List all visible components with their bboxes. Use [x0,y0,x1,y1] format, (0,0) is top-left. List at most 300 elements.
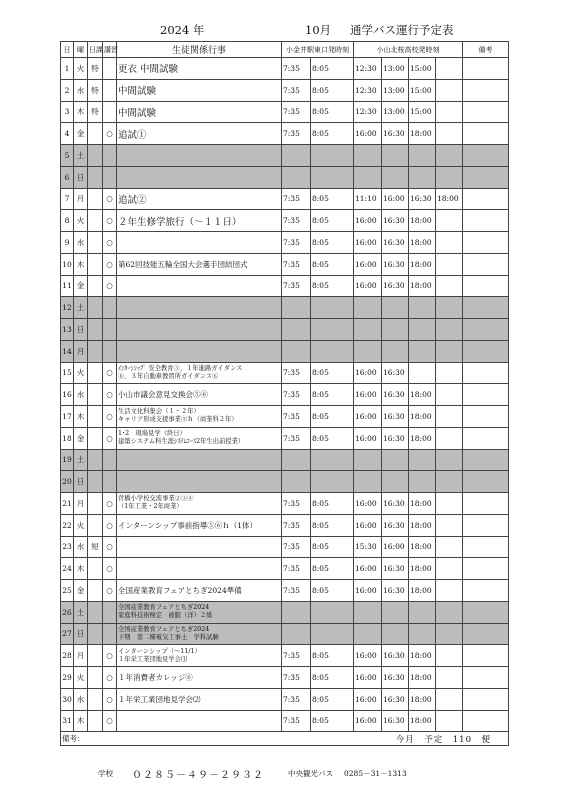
event-cell: 追試① [117,123,282,145]
station-time-2: 8:05 [311,210,354,232]
station-time-2 [311,297,354,319]
class-cell [103,58,117,80]
school-time-3: 18:00 [409,514,436,536]
remarks-cell [463,145,509,167]
station-time-2: 8:05 [311,275,354,297]
school-time-2: 16:30 [382,232,409,254]
schedule-cell [88,645,103,667]
event-cell: インターンシップ事前指導⑤⑥ｈ（1体） [117,514,282,536]
day-cell: 26 [61,601,74,623]
school-time-4 [436,319,463,341]
class-cell: ○ [103,123,117,145]
day-cell: 24 [61,558,74,580]
class-cell: ○ [103,253,117,275]
class-cell: ○ [103,210,117,232]
schedule-cell [88,275,103,297]
school-time-4 [436,514,463,536]
class-cell: ○ [103,514,117,536]
day-cell: 3 [61,101,74,123]
event-cell [117,232,282,254]
station-time-2: 8:05 [311,645,354,667]
day-cell: 28 [61,645,74,667]
class-cell: ○ [103,536,117,558]
school-time-2: 16:30 [382,253,409,275]
station-time-1: 7:35 [282,710,311,732]
class-cell: ○ [103,710,117,732]
station-time-1: 7:35 [282,645,311,667]
event-line-2: （1年工業・2年商業） [118,503,183,511]
school-time-4 [436,406,463,428]
bus-company-label: 中央観光バス [288,769,333,778]
event-cell [117,297,282,319]
day-cell: 31 [61,710,74,732]
school-time-3: 16:30 [409,188,436,210]
weekday-cell: 火 [74,210,88,232]
schedule-cell [88,514,103,536]
schedule-cell [88,297,103,319]
table-row [61,297,509,319]
station-time-2 [311,166,354,188]
school-time-2 [382,297,409,319]
station-time-1: 7:35 [282,210,311,232]
class-cell [103,471,117,493]
school-time-3: 18:00 [409,580,436,602]
station-time-2: 8:05 [311,384,354,406]
notes-label: 備考： [62,733,85,743]
weekday-cell: 日 [74,319,88,341]
school-time-3: 15:00 [409,79,436,101]
school-time-2: 16:30 [382,406,409,428]
table-row [61,101,509,123]
weekday-cell: 水 [74,79,88,101]
table-header-row [61,42,509,58]
class-cell [103,601,117,623]
school-time-3 [409,601,436,623]
class-cell [103,623,117,645]
station-time-1: 7:35 [282,580,311,602]
school-time-1: 16:00 [354,210,382,232]
weekday-cell: 水 [74,232,88,254]
school-time-2: 13:00 [382,58,409,80]
station-time-1 [282,601,311,623]
school-time-4 [436,623,463,645]
station-time-1: 7:35 [282,536,311,558]
remarks-cell [463,558,509,580]
event-cell [117,406,282,428]
station-time-2: 8:05 [311,58,354,80]
weekday-cell: 火 [74,667,88,689]
weekday-cell: 木 [74,558,88,580]
class-cell: ○ [103,688,117,710]
school-time-4 [436,210,463,232]
schedule-cell [88,601,103,623]
school-time-2: 16:30 [382,645,409,667]
school-time-1: 12:30 [354,79,382,101]
station-time-2: 8:05 [311,362,354,384]
schedule-cell: 短 [88,536,103,558]
event-cell [117,275,282,297]
station-time-1: 7:35 [282,427,311,449]
schedule-cell [88,558,103,580]
day-cell: 20 [61,471,74,493]
school-time-2 [382,166,409,188]
remarks-cell [463,232,509,254]
school-time-3: 18:00 [409,427,436,449]
school-time-1: 16:00 [354,232,382,254]
station-time-2 [311,340,354,362]
remarks-cell [463,406,509,428]
station-time-2 [311,449,354,471]
event-cell: ２年生修学旅行（～１１日） [117,210,282,232]
school-time-1 [354,297,382,319]
notes-cell [61,732,509,746]
school-time-2: 16:30 [382,558,409,580]
event-cell [117,710,282,732]
school-time-1 [354,471,382,493]
event-line-1: インターンシップ（～11/1） [118,647,201,655]
schedule-cell [88,427,103,449]
weekday-cell: 月 [74,645,88,667]
event-line-2: １年栄工業団地見学会⑴ [118,655,188,663]
school-time-4 [436,253,463,275]
school-time-3: 18:00 [409,384,436,406]
day-cell: 14 [61,340,74,362]
event-line-2: 下期 第二種電気工事士 学科試験 [118,633,219,641]
school-time-2: 16:30 [382,667,409,689]
school-time-1 [354,340,382,362]
school-time-3: 18:00 [409,123,436,145]
school-time-2: 16:30 [382,384,409,406]
schedule-cell [88,232,103,254]
school-time-1: 16:00 [354,514,382,536]
school-time-2 [382,623,409,645]
school-time-4 [436,340,463,362]
event-line-2: キャリア形成支援事業⑤ｈ（商業科２年） [118,416,238,424]
schedule-table [60,41,509,746]
schedule-cell [88,406,103,428]
school-time-2 [382,601,409,623]
class-cell [103,297,117,319]
event-line-1: 生活文化科集会（１・２年） [118,408,200,416]
day-cell: 11 [61,275,74,297]
day-cell: 9 [61,232,74,254]
event-cell [117,471,282,493]
school-time-4 [436,601,463,623]
school-time-4 [436,232,463,254]
station-time-2: 8:05 [311,558,354,580]
schedule-cell [88,449,103,471]
school-time-2 [382,340,409,362]
station-time-1: 7:35 [282,101,311,123]
document-footer [0,768,566,782]
school-time-4 [436,667,463,689]
schedule-cell [88,493,103,515]
school-time-2: 16:30 [382,493,409,515]
month-label: 10月 [305,23,332,37]
school-time-3: 18:00 [409,253,436,275]
weekday-cell: 月 [74,188,88,210]
station-time-1 [282,340,311,362]
weekday-cell: 木 [74,710,88,732]
school-time-1 [354,449,382,471]
schedule-rows [61,58,509,732]
day-cell: 7 [61,188,74,210]
table-row [61,536,509,558]
schedule-cell [88,362,103,384]
school-time-1: 16:00 [354,406,382,428]
weekday-cell: 木 [74,101,88,123]
weekday-cell: 月 [74,340,88,362]
event-line-2: 建築システム科生涯ｼｽﾃﾑｺｰｽ2年生出前授業） [118,438,245,446]
school-time-2: 16:30 [382,580,409,602]
school-time-1: 16:00 [354,645,382,667]
remarks-cell [463,340,509,362]
school-time-3 [409,297,436,319]
day-cell: 13 [61,319,74,341]
event-cell [117,645,282,667]
school-time-1: 16:00 [354,558,382,580]
station-time-1 [282,319,311,341]
weekday-cell: 火 [74,362,88,384]
remarks-cell [463,58,509,80]
station-time-2: 8:05 [311,123,354,145]
station-time-1: 7:35 [282,232,311,254]
remarks-cell [463,166,509,188]
weekday-cell: 土 [74,449,88,471]
remarks-cell [463,123,509,145]
station-time-2 [311,471,354,493]
event-cell [117,493,282,515]
header-weekday: 曜 [74,42,88,58]
school-time-4 [436,580,463,602]
class-cell [103,166,117,188]
station-time-1: 7:35 [282,79,311,101]
school-time-3 [409,471,436,493]
station-time-2 [311,601,354,623]
table-row [61,79,509,101]
day-cell: 4 [61,123,74,145]
schedule-cell [88,688,103,710]
school-time-2: 16:00 [382,188,409,210]
station-time-2: 8:05 [311,232,354,254]
remarks-cell [463,297,509,319]
document-header [0,22,566,40]
school-time-4 [436,449,463,471]
station-time-1: 7:35 [282,514,311,536]
table-row [61,558,509,580]
table-row [61,58,509,80]
header-remarks: 備考 [463,42,509,58]
table-row [61,623,509,645]
school-time-2: 16:00 [382,536,409,558]
day-cell: 5 [61,145,74,167]
weekday-cell: 日 [74,623,88,645]
station-time-2: 8:05 [311,427,354,449]
table-row [61,362,509,384]
table-row [61,340,509,362]
school-time-2 [382,145,409,167]
school-time-4 [436,558,463,580]
event-line-1: ｲﾝﾀｰﾝｼｯﾌﾟ 安全教育③、１年進路ガイダンス [118,364,243,372]
school-time-3 [409,166,436,188]
schedule-cell: 特 [88,79,103,101]
school-time-4 [436,145,463,167]
school-time-1: 16:00 [354,710,382,732]
event-cell: 全国産業教育フェアとちぎ2024準備 [117,580,282,602]
weekday-cell: 日 [74,471,88,493]
station-time-1: 7:35 [282,275,311,297]
station-time-1 [282,145,311,167]
day-cell: 22 [61,514,74,536]
remarks-cell [463,623,509,645]
weekday-cell: 水 [74,688,88,710]
weekday-cell: 金 [74,275,88,297]
schedule-cell [88,145,103,167]
station-time-1: 7:35 [282,58,311,80]
day-cell: 12 [61,297,74,319]
station-time-1: 7:35 [282,188,311,210]
remarks-cell [463,427,509,449]
remarks-cell [463,188,509,210]
event-cell [117,536,282,558]
station-time-1 [282,449,311,471]
school-time-4 [436,123,463,145]
remarks-cell [463,536,509,558]
remarks-cell [463,319,509,341]
table-row [61,188,509,210]
school-time-1: 16:00 [354,275,382,297]
school-time-2: 16:30 [382,275,409,297]
class-cell: ○ [103,362,117,384]
station-time-1 [282,471,311,493]
day-cell: 19 [61,449,74,471]
station-time-1 [282,166,311,188]
header-station-departure: 小金井駅東口発時刻 [282,42,354,58]
school-time-3: 18:00 [409,536,436,558]
day-cell: 8 [61,210,74,232]
station-time-1: 7:35 [282,253,311,275]
event-cell [117,166,282,188]
weekday-cell: 金 [74,123,88,145]
remarks-cell [463,580,509,602]
class-cell [103,101,117,123]
event-line-1: 全国産業教育フェアとちぎ2024 [118,604,210,612]
event-cell [117,362,282,384]
school-time-2: 16:30 [382,710,409,732]
schedule-cell [88,384,103,406]
event-cell [117,427,282,449]
event-line-1: 菅橋小学校交流事業②③④ [118,495,194,503]
school-time-1: 12:30 [354,58,382,80]
day-cell: 1 [61,58,74,80]
event-line-1: 全国産業教育フェアとちぎ2024 [118,625,210,633]
school-time-1: 15:30 [354,536,382,558]
school-time-4 [436,101,463,123]
notes-row [61,732,509,746]
station-time-2: 8:05 [311,667,354,689]
school-time-4 [436,427,463,449]
station-time-1: 7:35 [282,123,311,145]
day-cell: 6 [61,166,74,188]
event-cell: 小山市議会意見交換会⑤⑥ [117,384,282,406]
school-time-1 [354,319,382,341]
school-time-2: 16:30 [382,427,409,449]
schedule-cell [88,188,103,210]
school-time-4 [436,471,463,493]
weekday-cell: 木 [74,253,88,275]
event-line-2: 家庭科技術検定 被服（洋）２級 [118,612,213,620]
station-time-2: 8:05 [311,101,354,123]
station-time-1 [282,623,311,645]
school-time-3: 15:00 [409,101,436,123]
table-row [61,210,509,232]
weekday-cell: 金 [74,427,88,449]
school-time-4 [436,688,463,710]
station-time-2: 8:05 [311,253,354,275]
school-time-3: 18:00 [409,645,436,667]
school-contact-label: 学校 [98,769,113,778]
school-time-1 [354,623,382,645]
class-cell: ○ [103,580,117,602]
school-time-1: 16:00 [354,688,382,710]
table-row [61,166,509,188]
school-time-3 [409,623,436,645]
document-title: 通学バス運行予定表 [350,23,454,37]
day-cell: 15 [61,362,74,384]
event-cell: 追試② [117,188,282,210]
class-cell [103,340,117,362]
event-line-1: 1･2 現場見学（終日） [118,430,186,438]
class-cell: ○ [103,558,117,580]
school-time-2 [382,449,409,471]
schedule-cell [88,253,103,275]
station-time-1: 7:35 [282,406,311,428]
class-cell: ○ [103,427,117,449]
table-row [61,514,509,536]
station-time-1: 7:35 [282,362,311,384]
schedule-cell [88,623,103,645]
school-time-1: 16:00 [354,362,382,384]
weekday-cell: 火 [74,514,88,536]
monthly-trip-summary: 今月 予定 110 便 [395,734,491,745]
event-cell: 中間試験 [117,101,282,123]
schedule-cell: 特 [88,101,103,123]
weekday-cell: 木 [74,406,88,428]
weekday-cell: 日 [74,166,88,188]
school-time-3: 15:00 [409,58,436,80]
table-row [61,645,509,667]
event-cell: 更衣 中間試験 [117,58,282,80]
weekday-cell: 水 [74,536,88,558]
event-cell: １年消費者カレッジ⑥ [117,667,282,689]
class-cell: ○ [103,667,117,689]
remarks-cell [463,688,509,710]
remarks-cell [463,471,509,493]
school-phone: ０２８５－４９－２９３２ [132,770,264,781]
school-time-4 [436,493,463,515]
event-cell [117,449,282,471]
event-cell [117,145,282,167]
school-time-2: 16:30 [382,123,409,145]
remarks-cell [463,645,509,667]
table-row [61,449,509,471]
table-row [61,580,509,602]
school-time-1 [354,601,382,623]
school-time-4 [436,297,463,319]
table-row [61,406,509,428]
table-row [61,601,509,623]
station-time-2: 8:05 [311,580,354,602]
